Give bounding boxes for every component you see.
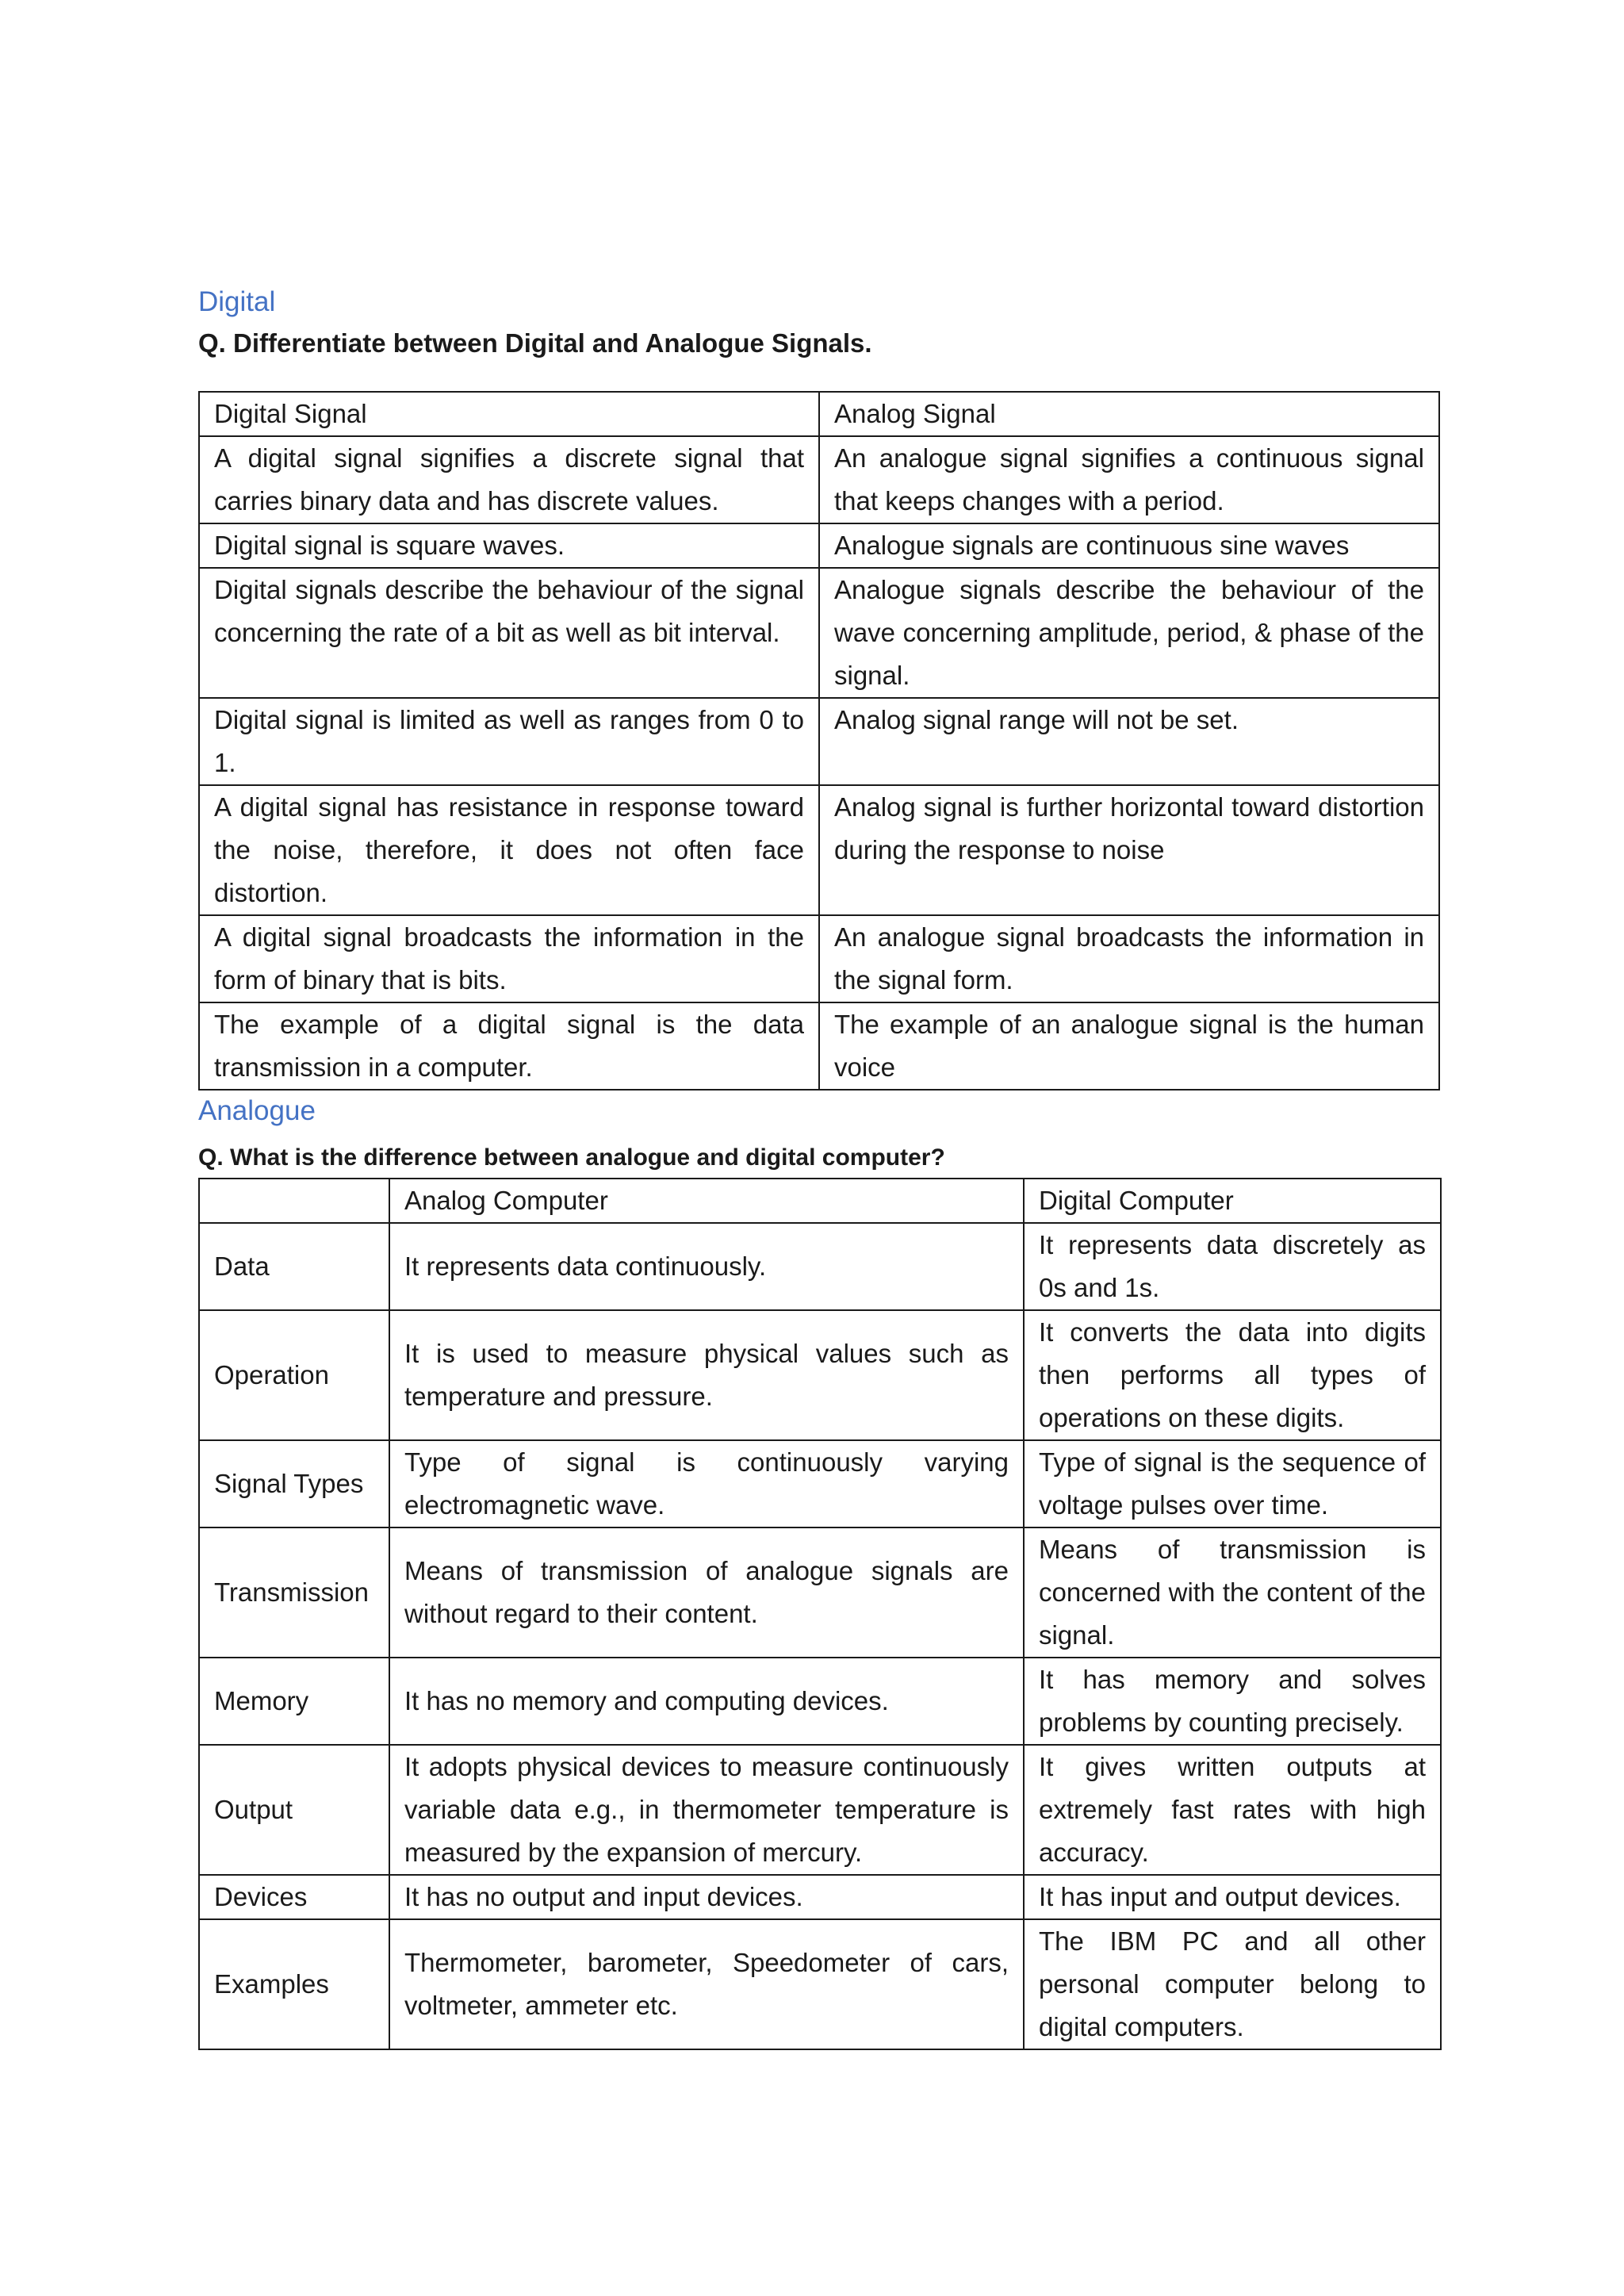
table-row [199, 785, 1439, 915]
row-label: Devices [199, 1875, 389, 1919]
header-empty [199, 1179, 389, 1223]
table-row [199, 568, 1439, 698]
table-cell: Thermometer, barometer, Speedometer of cars, voltmeter, ammeter etc. [389, 1919, 1024, 2049]
table-cell: It represents data discretely as 0s and 1s. [1024, 1223, 1441, 1310]
computers-comparison-table [198, 1178, 1442, 2050]
table-row [199, 1745, 1441, 1875]
row-label: Data [199, 1223, 389, 1310]
row-label: Output [199, 1745, 389, 1875]
table-cell: The example of an analogue signal is the human voice [819, 1002, 1439, 1090]
header-digital-computer: Digital Computer [1024, 1179, 1441, 1223]
table-cell: Type of signal is the sequence of voltage pulses over time. [1024, 1440, 1441, 1527]
table-row [199, 436, 1439, 523]
table-cell: An analogue signal signifies a continuous signal that keeps changes with a period. [819, 436, 1439, 523]
table-row [199, 1658, 1441, 1745]
table-cell: It represents data continuously. [389, 1223, 1024, 1310]
table-cell: Digital signal is square waves. [199, 523, 819, 568]
table-cell: It has no output and input devices. [389, 1875, 1024, 1919]
table-cell: Means of transmission is concerned with the content of the signal. [1024, 1527, 1441, 1658]
row-label: Signal Types [199, 1440, 389, 1527]
table-row [199, 1527, 1441, 1658]
table-row [199, 1223, 1441, 1310]
heading-analogue: Analogue [198, 1095, 316, 1126]
table-cell: Type of signal is continuously varying electromagnetic wave. [389, 1440, 1024, 1527]
table-row [199, 523, 1439, 568]
heading-digital: Digital [198, 286, 276, 317]
table-cell: It has memory and solves problems by counting precisely. [1024, 1658, 1441, 1745]
table-cell: Analog signal is further horizontal toward distortion during the response to noise [819, 785, 1439, 915]
table-row [199, 1440, 1441, 1527]
header-analog-signal: Analog Signal [819, 392, 1439, 436]
row-label: Examples [199, 1919, 389, 2049]
header-analog-computer: Analog Computer [389, 1179, 1024, 1223]
document-page [198, 282, 1440, 2050]
table-cell: It adopts physical devices to measure continuously variable data e.g., in thermometer temperature is measured by the expansion of mercury. [389, 1745, 1024, 1875]
table-cell: A digital signal has resistance in response toward the noise, therefore, it does not often face distortion. [199, 785, 819, 915]
table-row [199, 698, 1439, 785]
table-cell: It has no memory and computing devices. [389, 1658, 1024, 1745]
table-row [199, 1310, 1441, 1440]
table-cell: Means of transmission of analogue signals are without regard to their content. [389, 1527, 1024, 1658]
table-cell: It gives written outputs at extremely fast rates with high accuracy. [1024, 1745, 1441, 1875]
table-row [199, 1002, 1439, 1090]
header-digital-signal: Digital Signal [199, 392, 819, 436]
table-cell: Analog signal range will not be set. [819, 698, 1439, 785]
table-cell: The example of a digital signal is the data transmission in a computer. [199, 1002, 819, 1090]
signals-comparison-table [198, 391, 1440, 1091]
table-row [199, 1919, 1441, 2049]
table-cell: A digital signal signifies a discrete signal that carries binary data and has discrete values. [199, 436, 819, 523]
table-cell: It has input and output devices. [1024, 1875, 1441, 1919]
table-cell: Digital signal is limited as well as ranges from 0 to 1. [199, 698, 819, 785]
table-cell: Analogue signals are continuous sine waves [819, 523, 1439, 568]
question-signals: Q. Differentiate between Digital and Analogue Signals. [198, 328, 872, 358]
table-cell: An analogue signal broadcasts the information in the signal form. [819, 915, 1439, 1002]
table-cell: Analogue signals describe the behaviour of the wave concerning amplitude, period, & phase of the signal. [819, 568, 1439, 698]
row-label: Transmission [199, 1527, 389, 1658]
table-cell: It converts the data into digits then performs all types of operations on these digits. [1024, 1310, 1441, 1440]
table-row [199, 1875, 1441, 1919]
table-cell: The IBM PC and all other personal computer belong to digital computers. [1024, 1919, 1441, 2049]
question-computers: Q. What is the difference between analogue and digital computer? [198, 1144, 945, 1171]
table-cell: It is used to measure physical values such as temperature and pressure. [389, 1310, 1024, 1440]
row-label: Operation [199, 1310, 389, 1440]
table-cell: Digital signals describe the behaviour of the signal concerning the rate of a bit as well as bit interval. [199, 568, 819, 698]
table-header-row [199, 1179, 1441, 1223]
row-label: Memory [199, 1658, 389, 1745]
table-cell: A digital signal broadcasts the information in the form of binary that is bits. [199, 915, 819, 1002]
table-row [199, 915, 1439, 1002]
table-header-row [199, 392, 1439, 436]
